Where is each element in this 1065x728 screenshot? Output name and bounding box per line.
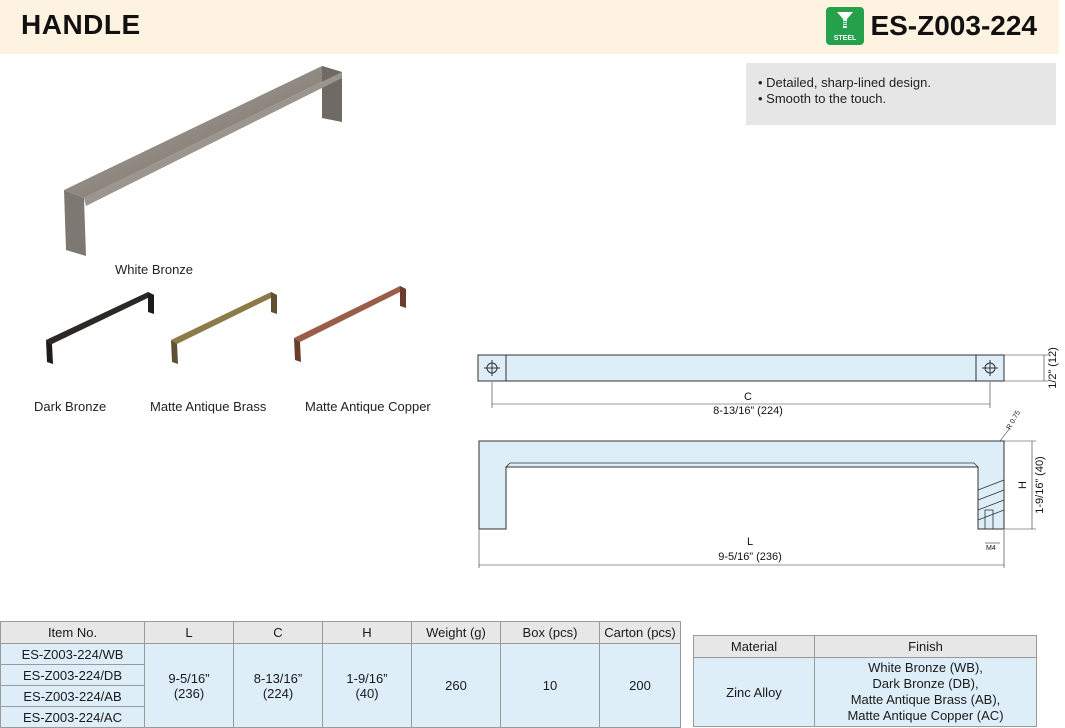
l-mm: (236) <box>173 685 205 701</box>
dim-c-label: C <box>744 391 752 403</box>
screw-icon <box>835 10 855 30</box>
finish-line: Matte Antique Brass (AB), <box>850 692 1001 707</box>
caption-dark-bronze: Dark Bronze <box>34 399 107 414</box>
dim-radius: R 0.75 <box>1005 409 1023 431</box>
item-no-cell: ES-Z003-224/DB <box>1 665 145 686</box>
steel-badge <box>826 7 864 45</box>
dim-width-value: 1/2” (12) <box>1047 347 1059 389</box>
antique-brass-handle-image <box>165 288 285 368</box>
features-box <box>746 63 1056 125</box>
col-weight: Weight (g) <box>412 622 501 644</box>
l-cell <box>145 644 234 728</box>
h-mm: (40) <box>355 685 379 701</box>
dim-h-label: H <box>1017 481 1029 489</box>
finish-line: Matte Antique Copper (AC) <box>847 708 1004 723</box>
c-cell <box>234 644 323 728</box>
spec-header-row <box>1 622 681 644</box>
finish-line: White Bronze (WB), <box>868 660 983 675</box>
finish-cell <box>815 658 1037 727</box>
product-code: ES-Z003-224 <box>870 10 1037 41</box>
col-finish: Finish <box>815 636 1037 658</box>
carton-cell: 200 <box>600 644 681 728</box>
finish-line: Dark Bronze (DB), <box>872 676 979 691</box>
table-row <box>1 644 681 665</box>
antique-copper-handle-image <box>288 282 413 367</box>
material-cell: Zinc Alloy <box>694 658 815 727</box>
steel-badge-label: STEEL <box>833 35 857 42</box>
box-cell: 10 <box>501 644 600 728</box>
material-table <box>693 635 1037 727</box>
dim-l-label: L <box>746 536 754 548</box>
spec-table <box>0 621 681 728</box>
page-title: HANDLE <box>21 9 141 40</box>
c-inch: 8-13/16” <box>253 670 303 686</box>
c-mm: (224) <box>262 685 294 701</box>
technical-drawing <box>470 340 1065 575</box>
col-l: L <box>145 622 234 644</box>
dim-thread: M4 <box>986 545 996 552</box>
l-inch: 9-5/16” <box>168 670 210 686</box>
dark-bronze-handle-image <box>40 288 160 368</box>
dim-l-value: 9-5/16” (236) <box>718 551 782 563</box>
col-c: C <box>234 622 323 644</box>
caption-matte-antique-brass: Matte Antique Brass <box>150 399 267 414</box>
item-no-cell: ES-Z003-224/AC <box>1 707 145 728</box>
material-header-row <box>694 636 1037 658</box>
table-row <box>694 658 1037 727</box>
caption-matte-antique-copper: Matte Antique Copper <box>305 399 431 414</box>
col-item-no: Item No. <box>1 622 145 644</box>
white-bronze-handle-image <box>50 60 360 265</box>
h-inch: 1-9/16” <box>346 670 388 686</box>
col-box: Box (pcs) <box>501 622 600 644</box>
feature-item: • Detailed, sharp-lined design. <box>758 75 1056 91</box>
dim-h-value: 1-9/16” (40) <box>1034 456 1046 514</box>
col-material: Material <box>694 636 815 658</box>
feature-item: • Smooth to the touch. <box>758 91 1056 107</box>
header-bar <box>0 0 1059 54</box>
weight-cell: 260 <box>412 644 501 728</box>
h-cell <box>323 644 412 728</box>
dim-c-value: 8-13/16” (224) <box>713 405 783 417</box>
item-no-cell: ES-Z003-224/AB <box>1 686 145 707</box>
item-no-cell: ES-Z003-224/WB <box>1 644 145 665</box>
col-carton: Carton (pcs) <box>600 622 681 644</box>
caption-white-bronze: White Bronze <box>115 262 194 277</box>
col-h: H <box>323 622 412 644</box>
